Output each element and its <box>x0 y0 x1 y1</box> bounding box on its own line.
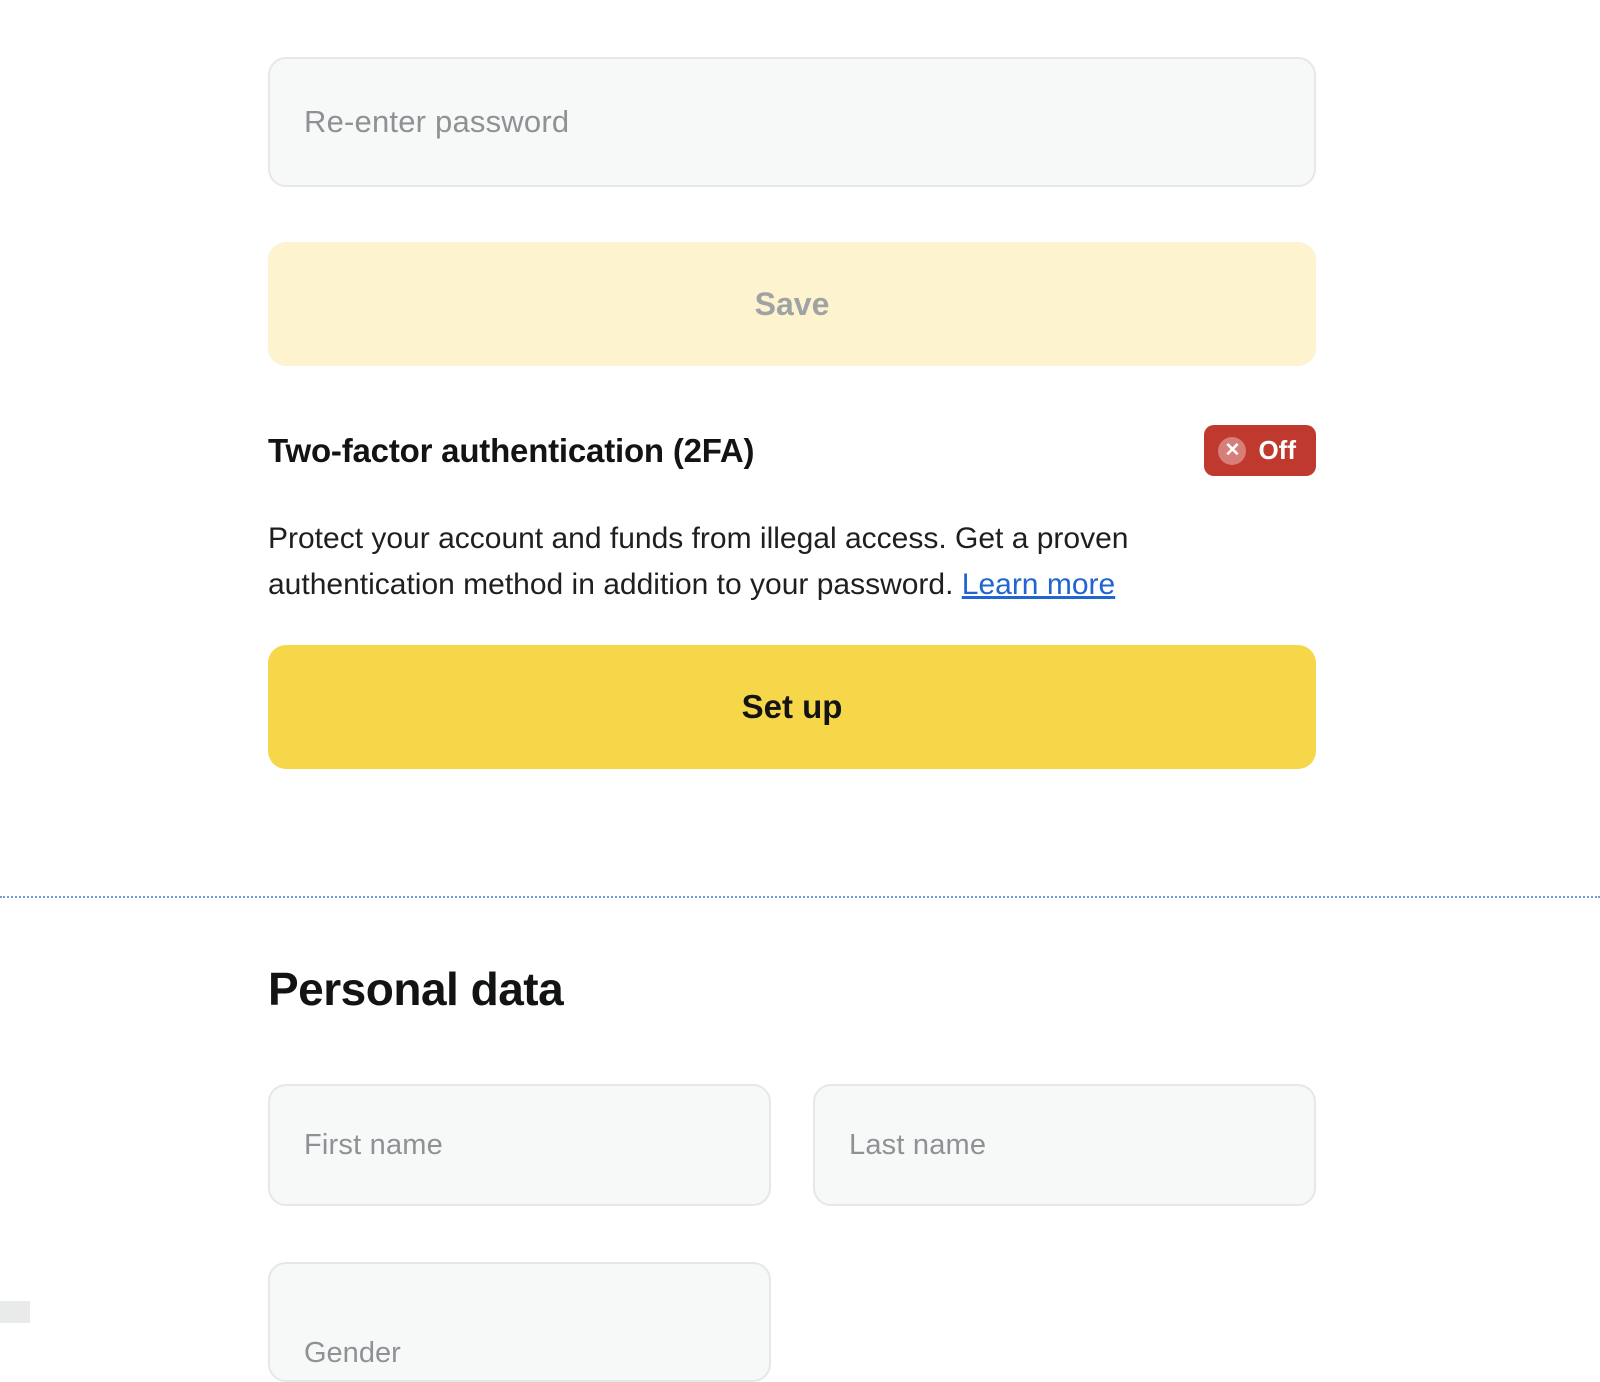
twofa-status-badge[interactable] <box>1204 425 1316 476</box>
gender-select[interactable] <box>268 1262 771 1382</box>
last-name-input[interactable] <box>813 1084 1316 1206</box>
learn-more-link[interactable]: Learn more <box>961 568 1116 601</box>
twofa-title: Two-factor authentication (2FA) <box>268 431 755 469</box>
reenter-password-input[interactable] <box>268 57 1316 187</box>
reenter-password-field-wrapper <box>268 57 1316 187</box>
x-circle-icon: ✕ <box>1218 437 1246 465</box>
twofa-description-text: Protect your account and funds from illegal access. Get a proven authentication method in addition to your password. <box>268 522 1129 601</box>
name-fields-row <box>268 1084 1316 1206</box>
reenter-password-placeholder: Re-enter password <box>304 104 570 139</box>
last-name-placeholder: Last name <box>849 1128 987 1161</box>
section-divider <box>0 896 1600 898</box>
page-title: Personal data <box>268 963 564 1015</box>
twofa-status-label: Off <box>1258 435 1296 465</box>
scrollbar-corner <box>0 1301 30 1323</box>
save-button[interactable]: Save <box>268 242 1316 366</box>
save-button-wrapper <box>268 242 1316 366</box>
personal-data-title-wrapper <box>268 962 1316 1016</box>
gender-field-wrapper <box>268 1262 1316 1382</box>
twofa-description <box>268 516 1316 608</box>
first-name-placeholder: First name <box>304 1128 443 1161</box>
gender-placeholder: Gender <box>304 1337 401 1369</box>
setup-button[interactable]: Set up <box>268 645 1316 769</box>
twofa-header-row <box>268 425 1316 476</box>
first-name-input[interactable] <box>268 1084 771 1206</box>
setup-button-wrapper <box>268 645 1316 769</box>
